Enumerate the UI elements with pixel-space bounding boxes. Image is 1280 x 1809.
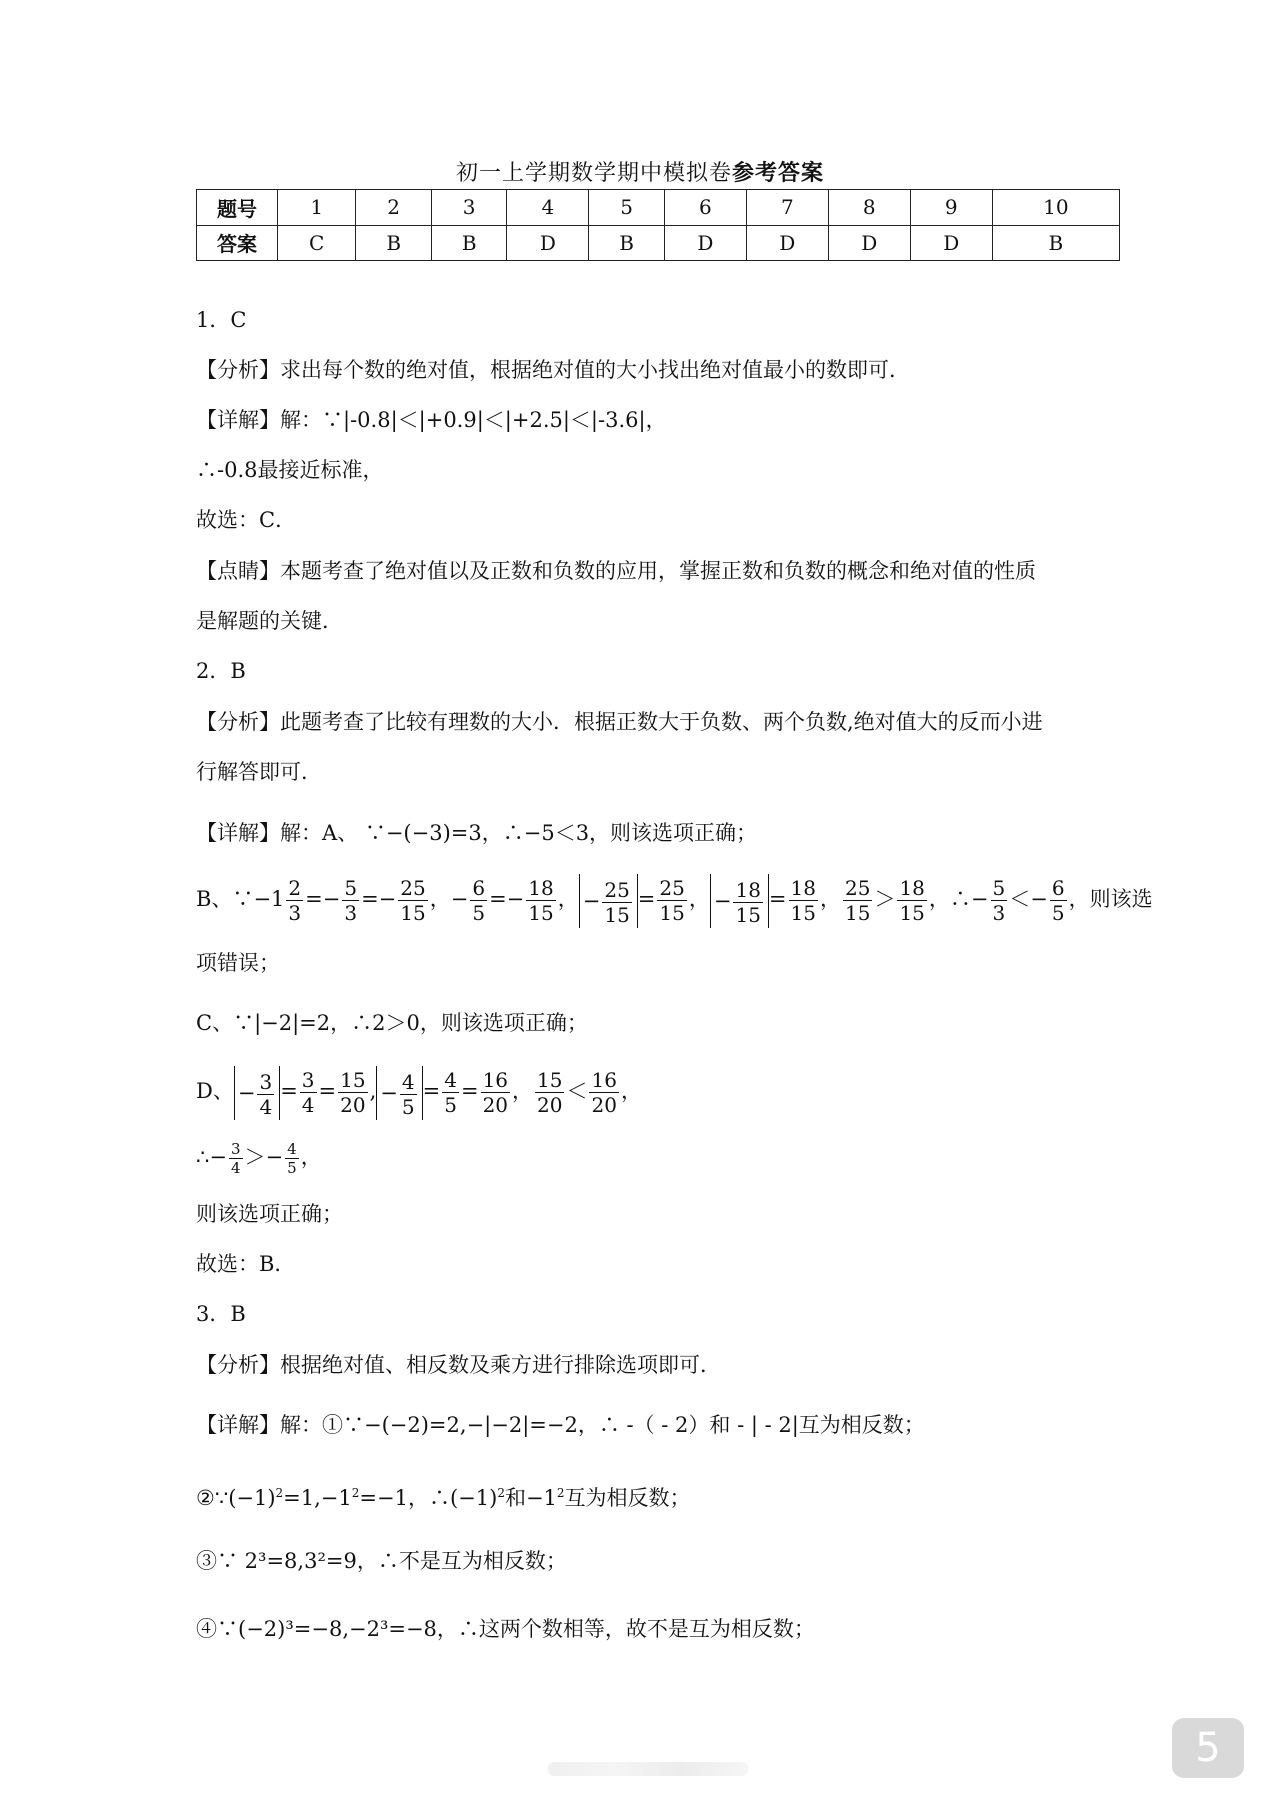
table-cell: B (356, 225, 432, 261)
table-cell: D (664, 225, 746, 261)
q1-choose: 故选：C． (196, 508, 297, 532)
fraction: $\frac{25}{15}$ (659, 876, 685, 925)
q3-item-2: $②\because(-1)^2=1,-1^2=-1$，$\therefore(-1)^2$和$-1^2$互为相反数； (196, 1486, 691, 1510)
fraction: $\frac{18}{15}$ (790, 876, 816, 925)
fraction: $\frac{15}{20}$ (537, 1068, 563, 1117)
fraction: $\frac{25}{15}$ (400, 876, 426, 925)
table-cell: B (589, 225, 665, 261)
fraction: $\frac{4}{5}$ (444, 1068, 457, 1117)
q3-detail-1: 【详解】解：①∵−(−2)=2,−|−2|=−2，∴ -（ - 2）和 - | - 2|互为相反数； (196, 1413, 925, 1437)
q2-detail-d: D、 − $\frac{3}{4}$ = $\frac{3}{4}$ = $\frac{15}{20}$ , − $\frac{4}{5}$ = $\frac{4}{5}$ = $\frac{16}{20}$ ， $\frac{15}{20}$ ＜ $\frac{16}{20}$ ， (196, 1064, 642, 1120)
q2-conclusion: 则该选项正确； (196, 1202, 343, 1226)
fraction: $\frac{3}{4}$ (230, 1140, 241, 1177)
q2-detail-b: B、∵−1 $\frac{2}{3}$ =− $\frac{5}{3}$ =− $\frac{25}{15}$ ，− $\frac{6}{5}$ =− $\frac{18}{15}$ ， − $\frac{25}{15}$ = $\frac{25}{15}$ ， − $\frac{18}{15}$ = $\frac{18}{15}$ ， $\frac{25}{15}$ ＞ $\frac{18}{15}$ ，∴− $\frac{5}{3}$ ＜− $\frac{6}{5}$ ，则该选 (196, 872, 1153, 928)
table-cell: 4 (507, 190, 589, 226)
fraction: $\frac{25}{15}$ (844, 876, 871, 925)
q2-detail-b-cont: 项错误； (196, 951, 280, 975)
table-cell: D (910, 225, 992, 261)
q2-analysis-1: 【分析】此题考查了比较有理数的大小．根据正数大于负数、两个负数,绝对值大的反而小进 (196, 710, 1043, 734)
fraction: $\frac{5}{3}$ (992, 876, 1006, 925)
table-row-answers (197, 225, 1120, 261)
fraction: $\frac{16}{20}$ (591, 1068, 617, 1117)
table-cell: 3 (431, 190, 507, 226)
table-cell: 7 (746, 190, 828, 226)
row-label-answer: 答案 (197, 225, 278, 261)
q1-comment-2: 是解题的关键． (196, 609, 343, 633)
fraction: $\frac{6}{5}$ (1051, 876, 1065, 925)
absolute-value: − $\frac{4}{5}$ (376, 1066, 422, 1120)
absolute-value: − $\frac{18}{15}$ (710, 874, 769, 928)
table-cell: D (828, 225, 910, 261)
q3-analysis: 【分析】根据绝对值、相反数及乘方进行排除选项即可． (196, 1353, 721, 1377)
table-cell: 1 (278, 190, 356, 226)
q1-analysis: 【分析】求出每个数的绝对值，根据绝对值的大小找出绝对值最小的数即可． (196, 358, 910, 382)
fraction: $\frac{16}{20}$ (482, 1068, 509, 1117)
q2-detail-a: 【详解】解：A、 ∵−(−3)=3，∴−5＜3，则该选项正确； (196, 821, 758, 845)
q3-heading: 3．B (196, 1302, 246, 1326)
absolute-value: − $\frac{3}{4}$ (234, 1066, 280, 1120)
watermark (548, 1762, 748, 1776)
fraction: $\frac{15}{20}$ (340, 1068, 366, 1117)
table-cell: 10 (992, 190, 1119, 226)
absolute-value: − $\frac{25}{15}$ (579, 874, 638, 928)
q1-therefore: ∴-0.8最接近标准， (196, 458, 384, 482)
row-label-number: 题号 (197, 190, 278, 226)
q2-heading: 2．B (196, 659, 246, 683)
table-cell: 9 (910, 190, 992, 226)
table-cell: C (278, 225, 356, 261)
fraction: $\frac{5}{3}$ (344, 876, 358, 925)
q3-item-4: ④∵(−2)³=−8,−2³=−8，∴这两个数相等，故不是互为相反数； (196, 1617, 815, 1641)
fraction: $\frac{2}{3}$ (288, 876, 302, 925)
q2-detail-c: C、∵|−2|=2，∴2＞0，则该选项正确； (196, 1011, 588, 1035)
page-number-badge: 5 (1172, 1718, 1244, 1778)
fraction: $\frac{18}{15}$ (528, 876, 554, 925)
q1-detail: 【详解】解：∵|-0.8|＜|+0.9|＜|+2.5|＜|-3.6|， (196, 408, 667, 432)
q2-detail-d-therefore: ∴− $\frac{3}{4}$ ＞− $\frac{4}{5}$ ， (196, 1140, 322, 1177)
table-cell: B (992, 225, 1119, 261)
q1-heading: 1．C (196, 308, 247, 332)
table-cell: 2 (356, 190, 432, 226)
fraction: $\frac{18}{15}$ (899, 876, 925, 925)
answer-table (196, 189, 1120, 261)
table-cell: D (507, 225, 589, 261)
table-cell: B (431, 225, 507, 261)
q2-choose: 故选：B． (196, 1252, 296, 1276)
fraction: $\frac{6}{5}$ (472, 876, 486, 925)
q1-comment-1: 【点睛】本题考查了绝对值以及正数和负数的应用，掌握正数和负数的概念和绝对值的性质 (196, 559, 1036, 583)
table-cell: 8 (828, 190, 910, 226)
q2-analysis-2: 行解答即可． (196, 760, 322, 784)
table-cell: 6 (664, 190, 746, 226)
table-cell: 5 (589, 190, 665, 226)
fraction: $\frac{4}{5}$ (287, 1140, 297, 1177)
fraction: $\frac{3}{4}$ (301, 1068, 315, 1117)
table-cell: D (746, 225, 828, 261)
table-row-numbers (197, 190, 1120, 226)
page-title: 初一上学期数学期中模拟卷参考答案 (455, 160, 825, 186)
q3-item-3: ③∵ 2³=8,3²=9，∴不是互为相反数； (196, 1549, 567, 1573)
